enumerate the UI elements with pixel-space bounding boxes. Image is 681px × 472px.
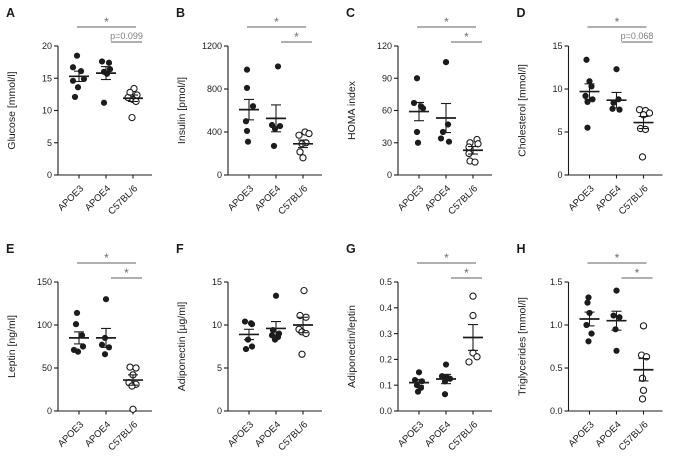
x-category-label: APOE3 <box>566 419 597 450</box>
data-point <box>443 361 449 367</box>
significance-pvalue-label: p=0.099 <box>110 31 143 41</box>
data-point <box>275 63 281 69</box>
panel-H-chart <box>510 236 681 472</box>
data-point <box>470 293 476 299</box>
panel-B <box>170 0 340 236</box>
x-category-label: APOE4 <box>593 419 624 450</box>
significance-star-label: * <box>294 30 299 44</box>
panel-F <box>170 236 340 472</box>
panel-letter: H <box>516 242 526 256</box>
data-point <box>470 312 476 318</box>
data-point <box>271 143 277 149</box>
y-tick-label: 15 <box>552 41 563 52</box>
y-axis-title: Adiponectin [µg/ml] <box>176 301 188 392</box>
y-tick-label: 0 <box>46 406 52 417</box>
y-tick-label: 1.0 <box>549 320 563 331</box>
data-point <box>639 154 645 160</box>
x-category-label: APOE3 <box>395 183 427 214</box>
data-point <box>640 387 646 393</box>
x-category-label: C57BL/6 <box>276 419 311 454</box>
y-tick-label: 30 <box>381 137 392 148</box>
y-tick-label: 100 <box>36 320 52 331</box>
data-point <box>639 396 645 402</box>
data-point <box>585 338 591 344</box>
y-axis-title: Insulin [pmol/l] <box>176 76 188 145</box>
data-point <box>583 322 589 328</box>
x-category-label: C57BL/6 <box>446 419 481 454</box>
panel-H <box>510 236 681 472</box>
data-point <box>242 318 248 324</box>
data-point <box>244 85 250 91</box>
data-point <box>584 300 590 306</box>
y-axis-title: Glucose [mmol/l] <box>6 71 18 150</box>
data-point <box>101 100 107 106</box>
data-point <box>127 364 133 370</box>
data-point <box>612 326 618 332</box>
y-tick-label: 5 <box>557 127 563 138</box>
y-tick-label: 0 <box>46 170 52 181</box>
x-category-label: C57BL/6 <box>446 183 481 218</box>
data-point <box>415 140 421 146</box>
data-point <box>106 60 112 66</box>
data-point <box>243 346 249 352</box>
y-tick-label: 90 <box>381 73 392 84</box>
data-point <box>442 391 448 397</box>
data-point <box>420 105 426 111</box>
y-tick-label: 0.0 <box>379 406 392 417</box>
y-tick-label: 0.4 <box>379 303 392 313</box>
y-tick-label: 0.1 <box>379 380 392 391</box>
y-tick-label: 0 <box>216 170 222 181</box>
panel-letter: D <box>516 6 526 20</box>
significance-pvalue-label: p=0.068 <box>620 31 654 41</box>
y-tick-label: 800 <box>206 84 222 95</box>
data-point <box>130 406 136 412</box>
x-category-label: APOE3 <box>225 419 257 450</box>
x-category-label: C57BL/6 <box>106 183 141 218</box>
x-category-label: APOE3 <box>395 419 427 450</box>
y-axis-title: Adiponectin/leptin <box>346 305 358 388</box>
significance-star-label: * <box>274 15 279 29</box>
data-point <box>472 159 478 165</box>
data-point <box>73 321 79 327</box>
data-point <box>72 94 78 100</box>
data-point <box>474 354 480 360</box>
y-tick-label: 60 <box>381 105 392 116</box>
y-axis-title: HOMA index <box>346 81 358 140</box>
data-point <box>584 125 590 131</box>
data-point <box>438 135 444 141</box>
data-point <box>414 129 420 135</box>
panel-E <box>0 236 170 472</box>
data-point <box>75 349 81 355</box>
y-tick-label: 20 <box>41 41 52 52</box>
data-point <box>303 331 309 337</box>
data-point <box>443 59 449 65</box>
y-tick-label: 50 <box>41 363 52 374</box>
data-point <box>613 66 619 72</box>
y-tick-label: 10 <box>211 320 222 331</box>
significance-star-label: * <box>444 251 449 265</box>
y-tick-label: 1.5 <box>549 277 563 288</box>
data-point <box>74 53 80 59</box>
y-axis-title: Leptin [ng/ml] <box>6 314 18 379</box>
significance-star-label: * <box>124 266 129 280</box>
x-category-label: APOE3 <box>566 183 597 214</box>
panel-F-chart <box>170 236 340 472</box>
y-tick-label: 10 <box>41 105 52 116</box>
data-point <box>588 331 594 337</box>
significance-star-label: * <box>464 30 469 44</box>
significance-star-label: * <box>634 266 640 280</box>
data-point <box>102 351 108 357</box>
y-tick-label: 0.0 <box>549 406 563 417</box>
data-point <box>296 132 302 138</box>
data-point <box>585 294 591 300</box>
data-point <box>129 383 135 389</box>
y-axis-title: Cholesterol [mmol/l] <box>516 64 529 157</box>
data-point <box>466 359 472 365</box>
data-point <box>610 312 616 318</box>
data-point <box>243 118 249 124</box>
data-point <box>249 321 255 327</box>
significance-star-label: * <box>104 251 109 265</box>
significance-star-label: * <box>444 15 449 29</box>
panel-E-chart <box>0 236 170 472</box>
data-point <box>616 314 622 320</box>
x-category-label: APOE4 <box>252 419 284 450</box>
data-point <box>103 296 109 302</box>
data-point <box>245 139 251 145</box>
data-point <box>244 67 250 73</box>
data-point <box>249 343 255 349</box>
data-point <box>613 348 619 354</box>
panel-letter: F <box>176 242 184 256</box>
panel-letter: C <box>346 6 356 20</box>
y-tick-label: 5 <box>46 137 52 148</box>
y-tick-label: 150 <box>36 277 52 288</box>
significance-star-label: * <box>464 266 469 280</box>
data-point <box>99 58 105 64</box>
data-point <box>640 323 646 329</box>
data-point <box>75 84 81 90</box>
panel-A-chart <box>0 0 170 236</box>
y-tick-label: 1200 <box>201 41 222 52</box>
y-tick-label: 10 <box>552 84 563 95</box>
y-tick-label: 0 <box>386 170 392 181</box>
data-point <box>272 126 278 132</box>
y-tick-label: 15 <box>41 73 52 84</box>
data-point <box>70 78 76 84</box>
x-category-label: C57BL/6 <box>276 183 311 218</box>
y-tick-label: 0.2 <box>379 354 392 365</box>
y-tick-label: 0.3 <box>379 328 392 339</box>
panel-D <box>510 0 681 236</box>
panel-B-chart <box>170 0 340 236</box>
data-point <box>70 64 76 70</box>
data-point <box>414 75 420 81</box>
x-category-label: C57BL/6 <box>106 419 141 454</box>
x-category-label: APOE4 <box>422 419 454 450</box>
data-point <box>446 139 452 145</box>
panel-letter: G <box>346 242 356 256</box>
x-category-label: APOE4 <box>593 183 624 214</box>
data-point <box>250 103 256 109</box>
x-category-label: APOE4 <box>82 183 114 214</box>
x-category-label: APOE3 <box>55 419 87 450</box>
panel-C <box>340 0 510 236</box>
data-point <box>299 351 305 357</box>
data-point <box>583 57 589 63</box>
y-tick-label: 15 <box>211 277 222 288</box>
x-category-label: APOE3 <box>225 183 257 214</box>
data-point <box>646 110 652 116</box>
panel-A <box>0 0 170 236</box>
y-tick-label: 120 <box>376 41 392 52</box>
x-category-label: APOE4 <box>252 183 284 214</box>
data-point <box>74 310 80 316</box>
x-category-label: APOE4 <box>82 419 114 450</box>
data-point <box>133 365 139 371</box>
panel-D-chart <box>510 0 681 236</box>
x-category-label: APOE4 <box>422 183 454 214</box>
y-tick-label: 400 <box>206 127 222 138</box>
x-category-label: C57BL/6 <box>616 419 651 454</box>
y-tick-label: 0 <box>557 170 563 181</box>
y-tick-label: 0.5 <box>549 363 563 374</box>
significance-star-label: * <box>614 251 620 265</box>
y-tick-label: 0 <box>216 406 222 417</box>
panel-G <box>340 236 510 472</box>
x-category-label: C57BL/6 <box>616 183 651 218</box>
data-point <box>609 106 615 112</box>
data-point <box>416 369 422 375</box>
panel-C-chart <box>340 0 510 236</box>
data-point <box>272 337 278 343</box>
data-point <box>415 389 421 395</box>
y-tick-label: 0.5 <box>379 277 392 288</box>
data-point <box>301 288 307 294</box>
panel-letter: E <box>6 242 15 256</box>
data-point <box>129 114 135 120</box>
data-point <box>273 293 279 299</box>
data-point <box>244 128 250 134</box>
data-point <box>306 131 312 137</box>
data-point <box>300 155 306 161</box>
panel-letter: B <box>176 6 186 20</box>
data-point <box>582 93 588 99</box>
x-category-label: APOE3 <box>55 183 87 214</box>
panel-letter: A <box>6 6 16 20</box>
significance-star-label: * <box>104 15 109 29</box>
panel-G-chart <box>340 236 510 472</box>
y-axis-title: Triglycerides [mmol/l] <box>516 297 529 396</box>
data-point <box>613 288 619 294</box>
significance-star-label: * <box>614 15 620 29</box>
y-tick-label: 5 <box>216 363 222 374</box>
data-point <box>297 149 303 155</box>
